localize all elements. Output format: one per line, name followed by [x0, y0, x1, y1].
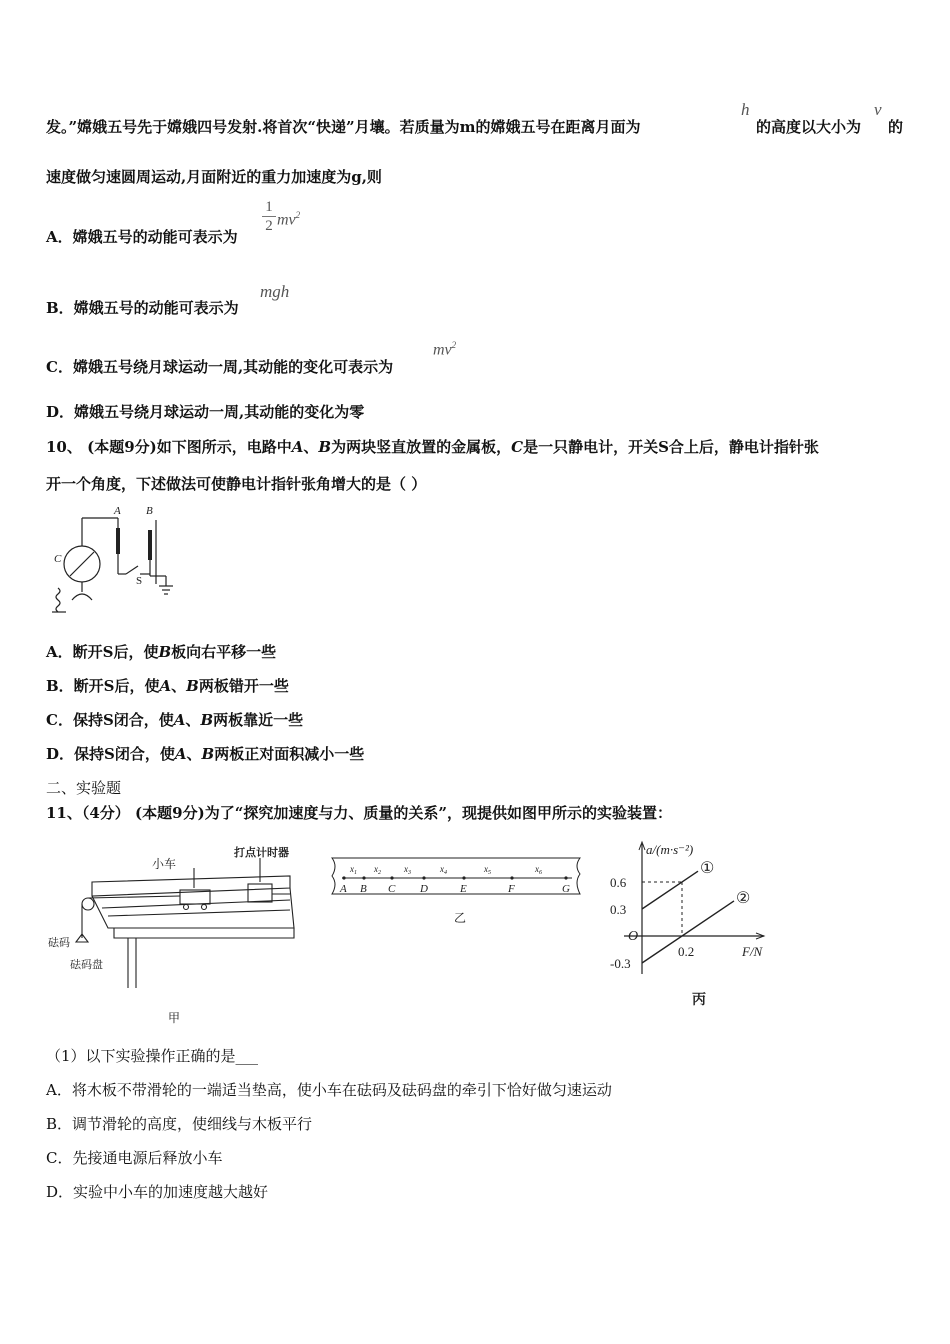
q9-stem-text-b: 的高度以大小为 — [756, 118, 862, 136]
series-label: ① — [700, 860, 715, 878]
fig-label-c: C — [54, 553, 62, 565]
tape-point-label: G — [562, 883, 570, 895]
q10-option-a: A．断开S后，使B板向右平移一些 — [46, 643, 277, 661]
fraction-numerator: 1 — [265, 199, 273, 215]
caption-bing: 丙 — [692, 993, 706, 1008]
tape-segment-label: $x_4$ — [440, 864, 447, 876]
q10-label-a: A — [291, 438, 304, 456]
ground-spring-icon — [56, 588, 60, 612]
tape-dot — [462, 876, 465, 879]
a-f-chart — [604, 838, 784, 1008]
tape-figure — [328, 854, 586, 926]
q10-stem-b: 为两块竖直放置的金属板， — [331, 438, 512, 456]
q9-option-c-sup: 2 — [451, 340, 457, 350]
pan-label: 砝码盘 — [70, 959, 103, 971]
q11-sub1: （1）以下实验操作正确的是___ — [46, 1047, 259, 1065]
y-tick-label: 0.6 — [610, 875, 627, 890]
q11-stem-text: 为了“探究加速度与力、质量的关系”，现提供如图甲所示的实验装置： — [204, 804, 672, 822]
tape-points — [339, 864, 570, 895]
q10-stem-c: 是一只静电计，开关S合上后，静电计指针张 — [523, 438, 819, 456]
cart-label: 小车 — [152, 857, 177, 871]
q9-stem-line2: 速度做匀速圆周运动,月面附近的重力加速度为g,则 — [46, 168, 382, 186]
tape-segment-label: $x_2$ — [374, 864, 381, 876]
tape-point-label: E — [460, 883, 467, 895]
q11-number: 11、 — [46, 804, 82, 822]
q10-option-d: D．保持S闭合，使A、B两板正对面积减小一些 — [46, 745, 365, 763]
tape-segment-label: $x_3$ — [404, 864, 411, 876]
tape-dot — [390, 876, 393, 879]
caption-yi: 乙 — [454, 911, 467, 925]
q10-stem-line2: 开一个角度，下述做法可使静电计指针张角增大的是（ ） — [46, 475, 427, 493]
y-tick-label: 0.3 — [610, 902, 627, 917]
series-line — [642, 871, 698, 909]
origin-label: O — [628, 929, 639, 944]
fraction-denominator: 2 — [265, 218, 273, 234]
tape-segment-label: $x_5$ — [484, 864, 491, 876]
q11-option-a: A．将木板不带滑轮的一端适当垫高，使小车在砝码及砝码盘的牵引下恰好做匀速运动 — [46, 1081, 612, 1099]
q9-option-c: C．嫦娥五号绕月球运动一周,其动能的变化可表示为 — [46, 358, 394, 376]
q11-option-c: C．先接通电源后释放小车 — [46, 1149, 223, 1167]
tape-point-label: A — [340, 883, 347, 895]
electrometer-circuit-figure — [44, 504, 184, 620]
q9-stem-text-a: 发。”嫦娥五号先于嫦娥四号发射.将首次“快递”月壤。若质量为m的嫦娥五号在距离月面为 — [46, 118, 641, 136]
tape-segment-label: $x_6$ — [535, 864, 542, 876]
q10-points: (本题9分) — [87, 438, 157, 456]
tape-dot — [510, 876, 513, 879]
q9-option-b-expr: mgh — [260, 282, 290, 301]
q9-stem-text-c: 的 — [888, 118, 904, 136]
q11-option-d: D．实验中小车的加速度越大越好 — [46, 1183, 269, 1201]
tape-point-label: B — [360, 883, 367, 895]
fig-label-s: S — [136, 575, 143, 587]
y-axis-label: a/(m·s⁻²) — [646, 842, 694, 857]
fig-label-a: A — [114, 505, 121, 517]
pulley-icon — [82, 898, 94, 910]
tape-point-label: F — [508, 883, 515, 895]
q11-stem — [46, 802, 672, 823]
q9-option-a-expr: $mv^2$ — [277, 210, 301, 229]
switch-s — [126, 566, 138, 574]
tape-dot — [564, 876, 567, 879]
v-symbol: v — [874, 100, 882, 119]
y-tick-label: -0.3 — [610, 956, 631, 971]
fig-label-b: B — [146, 505, 153, 517]
paper-tape — [332, 858, 580, 894]
q9-option-a-sup: 2 — [295, 210, 301, 220]
q9-stem-line1 — [46, 116, 640, 137]
series-label: ② — [736, 889, 751, 907]
x-axis-label: F/N — [742, 944, 763, 959]
tape-dot — [342, 876, 345, 879]
q10-number: 10、 — [46, 438, 82, 456]
q9-option-a: A．嫦娥五号的动能可表示为 — [46, 228, 238, 246]
q10-stem-line1: 10、 (本题9分)如下图所示，电路中A、B为两块竖直放置的金属板，C是一只静电计，开关S合上后，静电计指针张 — [46, 438, 819, 456]
timer-label: 打点计时器 — [234, 847, 289, 859]
weight-label: 砝码 — [48, 937, 70, 949]
q10-option-c: C．保持S闭合，使A、B两板靠近一些 — [46, 711, 304, 729]
tape-segment-label: $x_1$ — [350, 864, 357, 876]
q11-points: (本题9分) — [135, 804, 205, 822]
tape-dot — [362, 876, 365, 879]
q9-option-b: B．嫦娥五号的动能可表示为 — [46, 299, 239, 317]
section-title: 二、实验题 — [46, 779, 122, 797]
h-symbol: h — [741, 100, 750, 119]
q9-option-d: D．嫦娥五号绕月球运动一周,其动能的变化为零 — [46, 403, 365, 421]
q11-score: （4分） — [81, 804, 130, 822]
q10-label-c: C — [511, 438, 524, 456]
tape-point-label: C — [388, 883, 396, 895]
caption-jia: 甲 — [168, 1011, 181, 1025]
tape-point-label: D — [420, 883, 428, 895]
x-tick-label: 0.2 — [678, 944, 695, 959]
electrometer-needle — [70, 552, 94, 576]
apparatus-figure — [44, 838, 304, 1028]
fraction-one-half — [262, 199, 276, 234]
q10-option-b: B．断开S后，使A、B两板错开一些 — [46, 677, 289, 695]
q10-stem-a: 如下图所示，电路中 — [156, 438, 292, 456]
q10-label-b: B — [318, 438, 332, 456]
q9-option-c-expr: $mv^2$ — [433, 340, 457, 359]
tape-dot — [422, 876, 425, 879]
timer-icon — [248, 884, 272, 902]
q11-option-b: B．调节滑轮的高度，使细线与木板平行 — [46, 1115, 313, 1133]
